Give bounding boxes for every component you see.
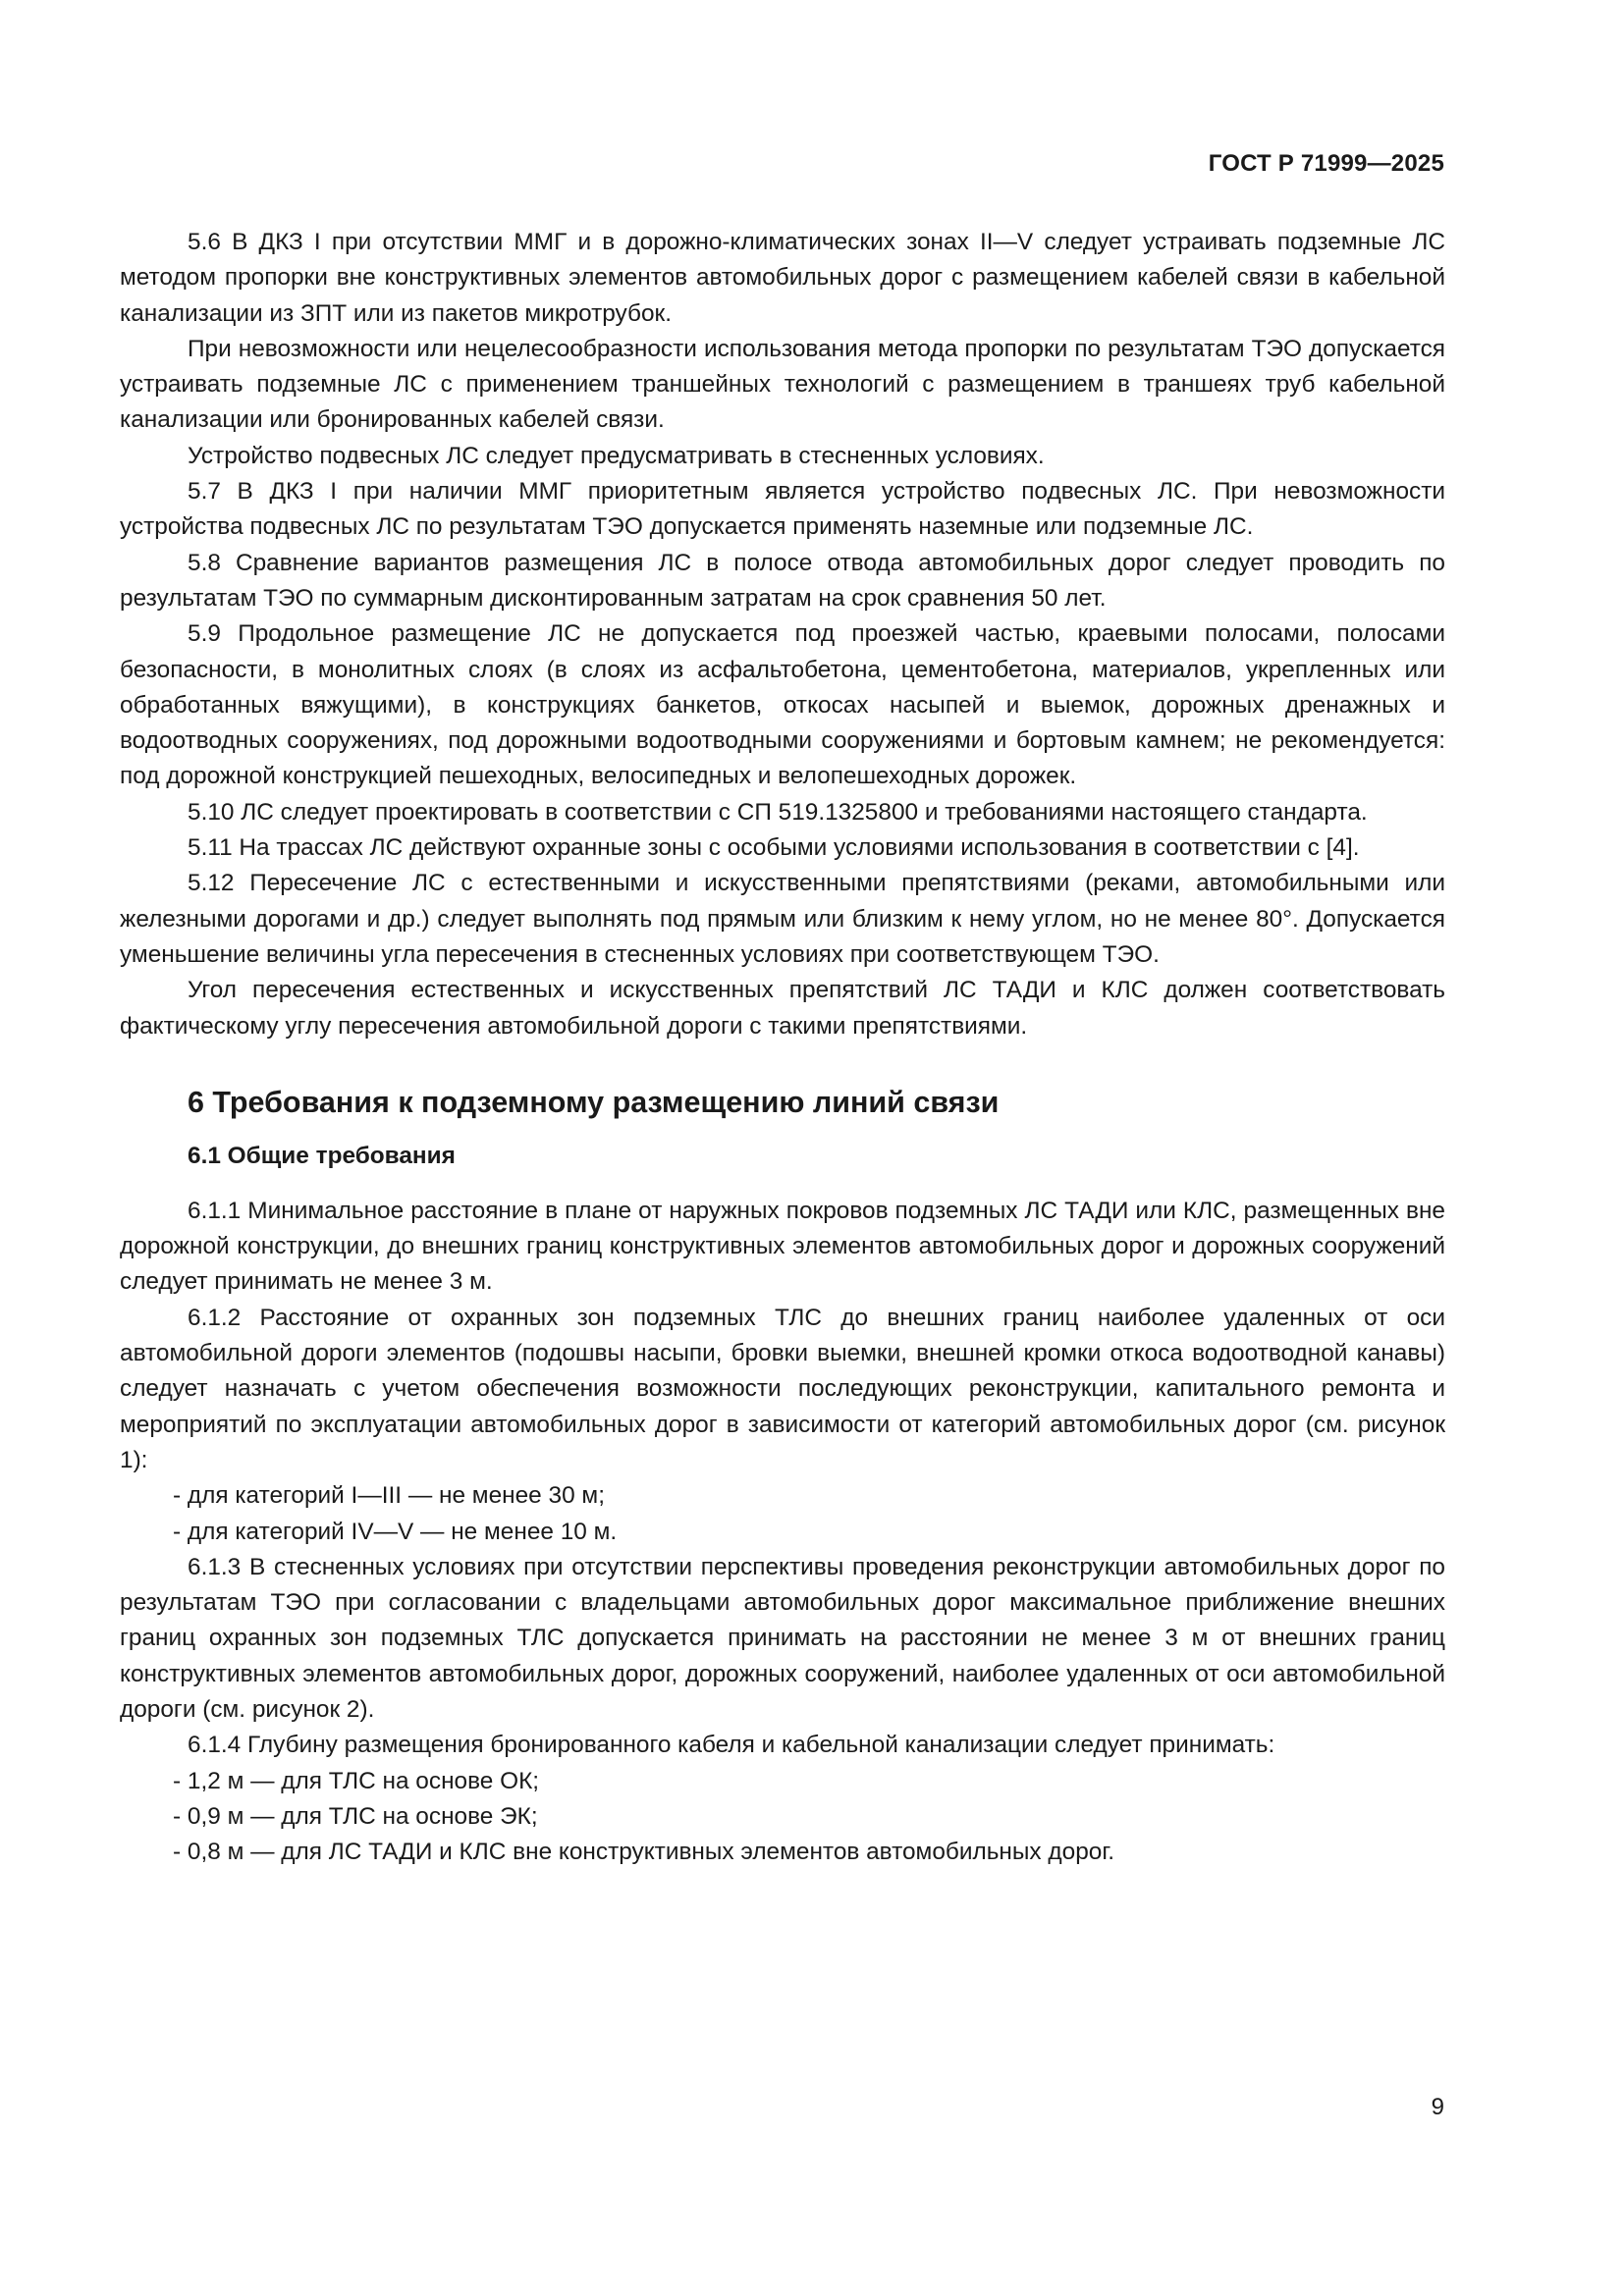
paragraph-6-1-4: 6.1.4 Глубину размещения бронированного кабеля и кабельной канализации следует принимать: bbox=[188, 1732, 1275, 1759]
document-code: ГОСТ Р 71999—2025 bbox=[1208, 150, 1444, 177]
list-item: - 0,9 м — для ТЛС на основе ЭК; bbox=[173, 1802, 538, 1830]
paragraph-5-9: 5.9 Продольное размещение ЛС не допускается под проезжей частью, краевыми полосами, полосами безопасности, в монолитных слоях (в слоях из асфальтобетона, цементобетона, материалов, укрепленных или обработанных вяжущими), в конструкциях банкетов, откосах насыпей и выемок, дорожных дренажных и водоотводных сооружениях, под дорожными водоотводными сооружениями и бортовым камнем; не рекомендуется: под дорожной конструкцией пешеходных, велосипедных и велопешеходных дорожек. bbox=[120, 620, 1445, 790]
page-number: 9 bbox=[1431, 2094, 1444, 2120]
document-body bbox=[120, 225, 1445, 1870]
list-item: - 1,2 м — для ТЛС на основе ОК; bbox=[173, 1767, 540, 1794]
paragraph-6-1-1: 6.1.1 Минимальное расстояние в плане от наружных покровов подземных ЛС ТАДИ или КЛС, размещенных вне дорожной конструкции, до внешних границ конструктивных элементов автомобильных дорог и дорожных сооружений следует принимать не менее 3 м. bbox=[120, 1197, 1445, 1296]
list-item: - для категорий I—III — не менее 30 м; bbox=[173, 1482, 605, 1510]
section-6-heading: 6 Требования к подземному размещению линий связи bbox=[188, 1085, 1000, 1119]
paragraph-5-10: 5.10 ЛС следует проектировать в соответствии с СП 519.1325800 и требованиями настоящего стандарта. bbox=[188, 798, 1368, 826]
paragraph-5-7: 5.7 В ДКЗ I при наличии ММГ приоритетным является устройство подвесных ЛС. При невозможности устройства подвесных ЛС по результатам ТЭО допускается применять наземные или подземные ЛС. bbox=[120, 478, 1445, 541]
list-item: - 0,8 м — для ЛС ТАДИ и КЛС вне конструктивных элементов автомобильных дорог. bbox=[173, 1839, 1115, 1866]
paragraph-5-6: 5.6 В ДКЗ I при отсутствии ММГ и в дорожно-климатических зонах II—V следует устраивать подземные ЛС методом пропорки вне конструктивных элементов автомобильных дорог с размещением кабелей связи в кабельной канализации из ЗПТ или из пакетов микротрубок. bbox=[120, 229, 1445, 327]
paragraph-5-6-trench: При невозможности или нецелесообразности использования метода пропорки по результатам ТЭО допускается устраивать подземные ЛС с применением траншейных технологий с размещением в траншеях труб кабельной канализации или бронированных кабелей связи. bbox=[120, 335, 1445, 434]
paragraph-6-1-2: 6.1.2 Расстояние от охранных зон подземных ТЛС до внешних границ наиболее удаленных от оси автомобильной дороги элементов (подошвы насыпи, бровки выемки, внешней кромки откоса водоотводной канавы) следует назначать с учетом обеспечения возможности последующих реконструкции, капитального ремонта и мероприятий по эксплуатации автомобильных дорог в зависимости от категорий автомобильных дорог (см. рисунок 1): bbox=[120, 1304, 1445, 1473]
subsection-6-1-heading: 6.1 Общие требования bbox=[188, 1142, 456, 1169]
list-item: - для категорий IV—V — не менее 10 м. bbox=[173, 1518, 618, 1545]
paragraph-5-6-overhead: Устройство подвесных ЛС следует предусматривать в стесненных условиях. bbox=[188, 442, 1045, 469]
paragraph-5-12-angle: Угол пересечения естественных и искусственных препятствий ЛС ТАДИ и КЛС должен соответствовать фактическому углу пересечения автомобильной дороги с такими препятствиями. bbox=[120, 977, 1445, 1040]
paragraph-5-11: 5.11 На трассах ЛС действуют охранные зоны с особыми условиями использования в соответствии с [4]. bbox=[188, 834, 1360, 862]
paragraph-6-1-3: 6.1.3 В стесненных условиях при отсутствии перспективы проведения реконструкции автомобильных дорог по результатам ТЭО при согласовании с владельцами автомобильных дорог максимальное приближение внешних границ охранных зон подземных ТЛС допускается принимать на расстоянии не менее 3 м от внешних границ конструктивных элементов автомобильных дорог, дорожных сооружений, наиболее удаленных от оси автомобильной дороги (см. рисунок 2). bbox=[120, 1553, 1445, 1723]
paragraph-5-8: 5.8 Сравнение вариантов размещения ЛС в полосе отвода автомобильных дорог следует проводить по результатам ТЭО по суммарным дисконтированным затратам на срок сравнения 50 лет. bbox=[120, 549, 1445, 612]
paragraph-5-12: 5.12 Пересечение ЛС с естественными и искусственными препятствиями (реками, автомобильными или железными дорогами и др.) следует выполнять под прямым или близким к нему углом, но не менее 80°. Допускается уменьшение величины угла пересечения в стесненных условиях при соответствующем ТЭО. bbox=[120, 870, 1445, 968]
